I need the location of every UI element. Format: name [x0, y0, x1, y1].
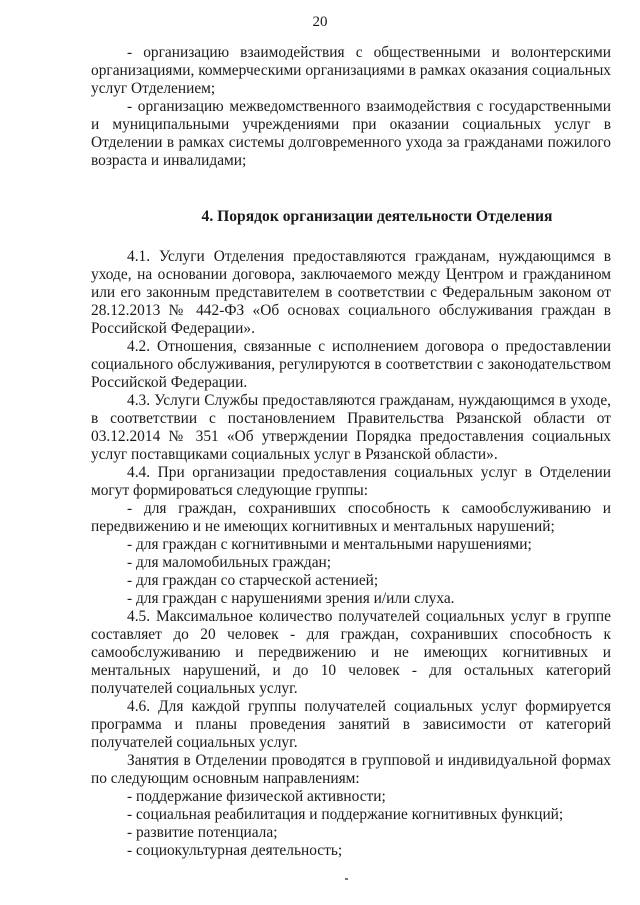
- document-body: [91, 44, 611, 860]
- page-number: 20: [312, 14, 328, 30]
- paragraph-4-3: 4.3. Услуги Службы предоставляются гражданам, нуждающимся в уходе, в соответствии с постановлением Правительства Рязанской области от 03.12.2014 № 351 «Об утверждении Порядка предоставления социальных услуг поставщиками социальных услуг в Рязанской области».: [91, 392, 611, 463]
- paragraph-4-6: 4.6. Для каждой группы получателей социальных услуг формируется программа и планы проведения занятий в зависимости от категорий получателей социальных услуг.: [91, 698, 611, 751]
- group-item: - для маломобильных граждан;: [127, 554, 332, 571]
- paragraph-classes: Занятия в Отделении проводятся в групповой и индивидуальной формах по следующим основным направлениям:: [91, 752, 611, 787]
- group-item: - для граждан с когнитивными и ментальными нарушениями;: [127, 536, 532, 553]
- group-item: - для граждан, сохранивших способность к самообслуживанию и передвижению и не имеющих когнитивных и ментальных нарушений;: [91, 500, 611, 535]
- paragraph-4-1: 4.1. Услуги Отделения предоставляются гражданам, нуждающимся в уходе, на основании договора, заключаемого между Центром и гражданином или его законным представителем в соответствии с Федеральным законом от 28.12.2013 № 442-ФЗ «Об основах социального обслуживания граждан в Российской Федерации».: [91, 248, 611, 337]
- section-heading: 4. Порядок организации деятельности Отделения: [201, 208, 553, 225]
- intro-item: - организацию взаимодействия с общественными и волонтерскими организациями, коммерческими организациями в рамках оказания социальных услуг Отделением;: [91, 44, 611, 97]
- paragraph-4-2: 4.2. Отношения, связанные с исполнением договора о предоставлении социального обслуживания, регулируются в соответствии с законодательством Российской Федерации.: [91, 338, 611, 391]
- groups-list: [91, 500, 611, 608]
- group-item: - для граждан со старческой астенией;: [127, 572, 379, 589]
- paragraph-4-5: 4.5. Максимальное количество получателей социальных услуг в группе составляет до 20 человек - для граждан, сохранивших способность к самообслуживанию и передвижению и не имеющих когнитивных и ментальных нарушений, и до 10 человек - для остальных категорий получателей социальных услуг.: [91, 608, 611, 697]
- paragraph-4-4: 4.4. При организации предоставления социальных услуг в Отделении могут формироваться следующие группы:: [91, 464, 611, 499]
- direction-item: - поддержание физической активности;: [127, 788, 386, 805]
- direction-item: - социальная реабилитация и поддержание когнитивных функций;: [127, 806, 564, 823]
- group-item: - для граждан с нарушениями зрения и/или слуха.: [127, 590, 455, 607]
- directions-list: [91, 788, 611, 860]
- direction-item: - развитие потенциала;: [127, 824, 278, 841]
- direction-item: - социокультурная деятельность;: [127, 842, 343, 859]
- intro-item: - организацию межведомственного взаимодействия с государственными и муниципальными учреждениями при оказании социальных услуг в Отделении в рамках системы долговременного ухода за гражданами пожилого возраста и инвалидами;: [91, 98, 611, 169]
- scan-speck: [345, 878, 348, 880]
